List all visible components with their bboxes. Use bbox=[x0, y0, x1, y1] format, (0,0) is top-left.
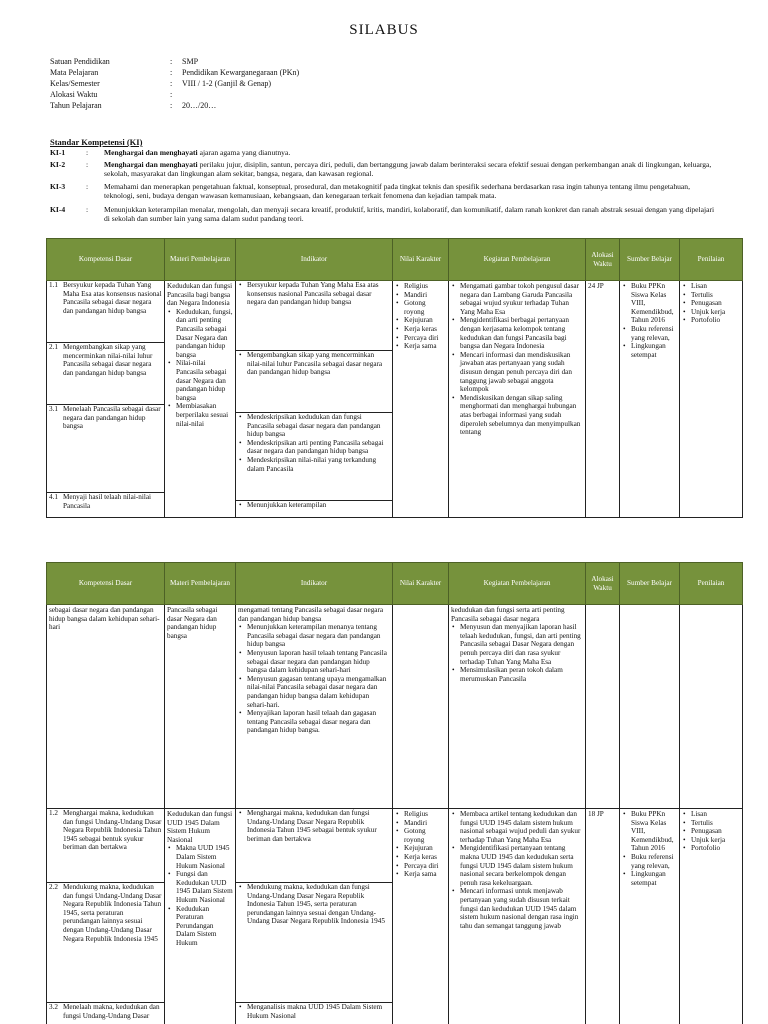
indikator-block bbox=[236, 413, 392, 501]
kegiatan-cell bbox=[449, 809, 586, 1024]
header-cell: Nilai Karakter bbox=[393, 239, 449, 281]
nilai-item: • Percaya diri bbox=[395, 334, 446, 343]
header-cell: Kegiatan Pembelajaran bbox=[449, 563, 586, 605]
nilai-item: • Kerja keras bbox=[395, 853, 446, 862]
header-cell: Kompetensi Dasar bbox=[47, 239, 165, 281]
ki-colon: : bbox=[86, 148, 89, 157]
materi-intro: Kedudukan dan fungsi UUD 1945 Dalam Sistem Hukum Nasional bbox=[167, 810, 233, 844]
indikator-block bbox=[236, 809, 392, 883]
ki-text bbox=[104, 148, 720, 157]
kd-cell: sebagai dasar negara dan pandangan hidup bangsa dalam kehidupan sehari-hari bbox=[47, 605, 165, 809]
ki-text bbox=[104, 182, 720, 200]
penilaian-cell bbox=[680, 809, 743, 1024]
indikator-item: • Menyajikan laporan hasil telaah dan gagasan tentang Pancasila sebagai dasar negara dan pandangan hidup bangsa. bbox=[238, 709, 390, 735]
header-cell: Penilaian bbox=[680, 239, 743, 281]
nilai-item: • Mandiri bbox=[395, 819, 446, 828]
kegiatan-intro: kedudukan dan fungsi serta arti penting Pancasila sebagai dasar negara bbox=[451, 606, 565, 623]
indikator-cell bbox=[236, 605, 393, 809]
indikator-item: • Menganalisis makna UUD 1945 Dalam Sistem Hukum Nasional bbox=[238, 1003, 390, 1020]
kd-block bbox=[47, 1003, 164, 1024]
sumber-item: • Buku referensi yang relevan, bbox=[622, 325, 677, 342]
penilaian-item: • Penugasan bbox=[682, 827, 740, 836]
indikator-item: • Menunjukkan keterampilan bbox=[238, 501, 390, 510]
kd-number: 4.1 bbox=[49, 493, 58, 501]
materi-cell bbox=[165, 809, 236, 1024]
ki-code: KI-1 bbox=[50, 148, 66, 157]
ki-colon: : bbox=[86, 182, 89, 191]
ki-colon: : bbox=[86, 160, 89, 169]
penilaian-item: • Penugasan bbox=[682, 299, 740, 308]
penilaian-item: • Lisan bbox=[682, 282, 740, 291]
identity-row bbox=[50, 78, 299, 89]
sumber-item: • Buku PPKn Siswa Kelas VIII, Kemendikbud, Tahun 2016 bbox=[622, 282, 677, 325]
indikator-cell bbox=[236, 281, 393, 518]
penilaian-item: • Portofolio bbox=[682, 844, 740, 853]
kd-number: 2.2 bbox=[49, 883, 58, 891]
ki-description: Memahami dan menerapkan pengetahuan faktual, konseptual, prosedural, dan metakognitif pada tingkat teknis dan spesifik sederhana berdasarkan rasa ingin tahunya tentang ilmu pengetahuan, teknologi, seni, budaya dengan wawasan kemanusiaan, kebangsaan, dan kenegaraan terkait fenomena dan kejadian tampak mata. bbox=[104, 182, 690, 200]
nilai-cell bbox=[393, 281, 449, 518]
table-header-row bbox=[47, 239, 743, 281]
document-title: SILABUS bbox=[349, 22, 419, 38]
identity-colon: : bbox=[170, 79, 173, 88]
identity-value: SMP bbox=[182, 57, 199, 66]
kd-text: Menelaah Pancasila sebagai dasar negara dan pandangan hidup bangsa bbox=[63, 405, 161, 431]
kd-block bbox=[47, 809, 164, 883]
ki-heading: Standar Kompetensi (KI) bbox=[50, 137, 143, 147]
sumber-cell bbox=[620, 605, 680, 809]
nilai-cell bbox=[393, 605, 449, 809]
identity-colon: : bbox=[170, 68, 173, 77]
kegiatan-item: • Mendiskusikan dengan sikap saling menghormati dan menghargai hubungan atas berbagai informasi yang sudah diperoleh sebelumnya dan menyimpulkan tentang bbox=[451, 394, 583, 437]
kd-block bbox=[47, 493, 164, 517]
penilaian-item: • Tertulis bbox=[682, 291, 740, 300]
indikator-block bbox=[236, 351, 392, 413]
indikator-item: • Bersyukur kepada Tuhan Yang Maha Esa atas konsensus nasional Pancasila sebagai dasar negara dan pandangan hidup bangsa bbox=[238, 281, 390, 307]
identity-value: Pendidikan Kewarganegaraan (PKn) bbox=[182, 68, 300, 77]
ki-description: ajaran agama yang dianutnya. bbox=[197, 148, 291, 157]
nilai-item: • Gotong royong bbox=[395, 299, 446, 316]
identity-row bbox=[50, 67, 299, 78]
kegiatan-item: • Mengidentifikasi pertanyaan tentang makna UUD 1945 dan kedudukan serta fungsi UUD 1945 dalam sistem hukum nasional secara berkelompok dengan penuh rasa kekeluargaan. bbox=[451, 844, 583, 887]
kegiatan-item: • Mencari informasi dan mendiskusikan jawaban atas pertanyaan yang sudah disusun dengan penuh percaya diri dan tanggung jawab sebagai anggota kelompok bbox=[451, 351, 583, 394]
kd-number: 1.2 bbox=[49, 809, 58, 817]
materi-intro: Kedudukan dan fungsi Pancasila bagi bangsa dan Negara Indonesia bbox=[167, 282, 233, 308]
nilai-item: • Kerja sama bbox=[395, 870, 446, 879]
nilai-item: • Percaya diri bbox=[395, 862, 446, 871]
kd-text: Mendukung makna, kedudukan dan fungsi Undang-Undang Dasar Negara Republik Indonesia Tahun 1945, serta peraturan perundangan lainnya sesuai dengan Undang-Undang Dasar Negara Republik Indonesia 1945 bbox=[63, 883, 162, 943]
sumber-item: • Buku referensi yang relevan, bbox=[622, 853, 677, 870]
indikator-block bbox=[236, 281, 392, 351]
kd-text: Mengembangkan sikap yang mencerminkan nilai-nilai luhur Pancasila sebagai dasar negara dan pandangan hidup bangsa bbox=[63, 343, 153, 377]
indikator-intro: mengamati tentang Pancasila sebagai dasar negara dan pandangan hidup bangsa bbox=[238, 606, 384, 623]
nilai-item: • Kerja sama bbox=[395, 342, 446, 351]
ki-item bbox=[50, 148, 720, 157]
indikator-list bbox=[238, 883, 390, 926]
alokasi-cell: 18 JP bbox=[586, 809, 620, 1024]
ki-emphasis: Menghargai dan menghayati bbox=[104, 160, 198, 169]
indikator-list bbox=[238, 501, 390, 510]
indikator-block bbox=[236, 1003, 392, 1024]
kegiatan-cell bbox=[449, 605, 586, 809]
syllabus-table-1 bbox=[46, 238, 743, 518]
kd-text: Bersyukur kepada Tuhan Yang Maha Esa atas konsensus nasional Pancasila sebagai dasar negara dan pandangan hidup bangsa bbox=[63, 281, 162, 315]
indikator-list bbox=[238, 281, 390, 307]
indikator-item: • Mendeskripsikan arti penting Pancasila sebagai dasar negara dan pandangan hidup bangsa bbox=[238, 439, 390, 456]
kd-text: Menghargai makna, kedudukan dan fungsi Undang-Undang Dasar Negara Republik Indonesia Tahun 1945 sebagai bentuk syukur beriman dan bertakwa bbox=[63, 809, 162, 852]
table-row bbox=[47, 605, 743, 809]
header-cell: Kegiatan Pembelajaran bbox=[449, 239, 586, 281]
identity-row bbox=[50, 56, 299, 67]
kegiatan-item: • Mengamati gambar tokoh pengusul dasar negara dan Lambang Garuda Pancasila sebagai wujud syukur terhadap Tuhan Yang Maha Esa bbox=[451, 282, 583, 316]
header-cell: Materi Pembelajaran bbox=[165, 239, 236, 281]
nilai-item: • Kejujuran bbox=[395, 316, 446, 325]
indikator-list bbox=[238, 351, 390, 377]
kd-block bbox=[47, 281, 164, 343]
penilaian-item: • Unjuk kerja bbox=[682, 308, 740, 317]
ki-description: perilaku jujur, disiplin, santun, percaya diri, peduli, dan bertanggung jawab dalam berinteraksi secara efektif sesuai dengan perkembangan anak di lingkungan, keluarga, sekolah, masyarakat dan lingkungan alam sekitar, bangsa, negara, dan kawasan regional. bbox=[104, 160, 712, 178]
kd-text: Menelaah makna, kedudukan dan fungsi Undang-Undang Dasar bbox=[63, 1003, 160, 1020]
penilaian-cell bbox=[680, 281, 743, 518]
materi-cell bbox=[165, 281, 236, 518]
ki-item bbox=[50, 182, 720, 200]
kd-text: Menyaji hasil telaah nilai-nilai Pancasila bbox=[63, 493, 152, 510]
indikator-item: • Mendeskripsikan nilai-nilai yang terkandung dalam Pancasila bbox=[238, 456, 390, 473]
kd-number: 1.1 bbox=[49, 281, 58, 289]
header-cell: Nilai Karakter bbox=[393, 563, 449, 605]
penilaian-item: • Lisan bbox=[682, 810, 740, 819]
header-cell: Alokasi Waktu bbox=[586, 239, 620, 281]
materi-cell: Pancasila sebagai dasar Negara dan pandangan hidup bangsa bbox=[165, 605, 236, 809]
indikator-item: • Mengembangkan sikap yang mencerminkan nilai-nilai luhur Pancasila sebagai dasar negara dan pandangan hidup bangsa bbox=[238, 351, 390, 377]
ki-emphasis: Menghargai dan menghayati bbox=[104, 148, 198, 157]
ki-text bbox=[104, 205, 720, 223]
indikator-item: • Mendukung makna, kedudukan dan fungsi Undang-Undang Dasar Negara Republik Indonesia Tahun 1945, serta peraturan perundangan lainnya sesuai dengan Undang-Undang Dasar Negara Republik Indonesia 1945 bbox=[238, 883, 390, 926]
materi-item: • Kedudukan Peraturan Perundangan Dalam Sistem Hukum bbox=[167, 905, 233, 948]
identity-block bbox=[50, 56, 299, 111]
kd-number: 2.1 bbox=[49, 343, 58, 351]
nilai-item: • Kejujuran bbox=[395, 844, 446, 853]
table-row bbox=[47, 281, 743, 518]
kd-block bbox=[47, 405, 164, 493]
nilai-item: • Religius bbox=[395, 810, 446, 819]
materi-item: • Makna UUD 1945 Dalam Sistem Hukum Nasional bbox=[167, 844, 233, 870]
penilaian-item: • Unjuk kerja bbox=[682, 836, 740, 845]
materi-item: • Fungsi dan Kedudukan UUD 1945 Dalam Sistem Hukum Nasional bbox=[167, 870, 233, 904]
nilai-item: • Religius bbox=[395, 282, 446, 291]
ki-code: KI-3 bbox=[50, 182, 66, 191]
penilaian-item: • Tertulis bbox=[682, 819, 740, 828]
kegiatan-item: • Mensimulasikan peran tokoh dalam merumuskan Pancasila bbox=[451, 666, 583, 683]
identity-row bbox=[50, 100, 299, 111]
penilaian-item: • Portofolio bbox=[682, 316, 740, 325]
nilai-item: • Mandiri bbox=[395, 291, 446, 300]
table-header-row bbox=[47, 563, 743, 605]
kegiatan-cell bbox=[449, 281, 586, 518]
indikator-block bbox=[236, 883, 392, 1003]
penilaian-cell bbox=[680, 605, 743, 809]
indikator-item: • Mendeskripsikan kedudukan dan fungsi Pancasila sebagai dasar negara dan pandangan hidup bangsa bbox=[238, 413, 390, 439]
identity-value: 20…/20… bbox=[182, 101, 217, 110]
kd-number: 3.1 bbox=[49, 405, 58, 413]
indikator-list bbox=[238, 809, 390, 843]
kegiatan-item: • Menyusun dan menyajikan laporan hasil telaah kedudukan, fungsi, dan arti penting Pancasila sebagai Dasar Negara dengan penuh percaya diri dan rasa syukur terhadap Tuhan Yang Maha Esa bbox=[451, 623, 583, 666]
indikator-item: • Menunjukkan keterampilan menanya tentang Pancasila sebagai dasar negara dan pandangan hidup bangsa bbox=[238, 623, 390, 649]
indikator-cell bbox=[236, 809, 393, 1024]
identity-key: Kelas/Semester bbox=[50, 79, 100, 88]
ki-item bbox=[50, 160, 720, 178]
sumber-item: • Lingkungan setempat bbox=[622, 342, 677, 359]
indikator-item: • Menghargai makna, kedudukan dan fungsi Undang-Undang Dasar Negara Republik Indonesia Tahun 1945 sebagai bentuk syukur beriman dan bertakwa bbox=[238, 809, 390, 843]
ki-code: KI-4 bbox=[50, 205, 66, 214]
header-cell: Kompetensi Dasar bbox=[47, 563, 165, 605]
indikator-list bbox=[238, 1003, 390, 1020]
indikator-block bbox=[236, 501, 392, 517]
materi-item: • Kedudukan, fungsi, dan arti penting Pancasila sebagai Dasar Negara dan pandangan hidup bangsa bbox=[167, 308, 233, 360]
kegiatan-item: • Membaca artikel tentang kedudukan dan fungsi UUD 1945 dalam sistem hukum nasional sebagai wujud peduli dan syukur terhadap Tuhan Yang Maha Esa bbox=[451, 810, 583, 844]
kd-cell bbox=[47, 281, 165, 518]
sumber-cell bbox=[620, 281, 680, 518]
sumber-item: • Lingkungan setempat bbox=[622, 870, 677, 887]
sumber-cell bbox=[620, 809, 680, 1024]
identity-key: Alokasi Waktu bbox=[50, 90, 98, 99]
nilai-cell bbox=[393, 809, 449, 1024]
syllabus-table-2 bbox=[46, 562, 743, 1024]
identity-key: Satuan Pendidikan bbox=[50, 57, 110, 66]
ki-text bbox=[104, 160, 720, 178]
header-cell: Indikator bbox=[236, 239, 393, 281]
ki-colon: : bbox=[86, 205, 89, 214]
header-cell: Sumber Belajar bbox=[620, 563, 680, 605]
kd-block bbox=[47, 883, 164, 1003]
alokasi-cell: 24 JP bbox=[586, 281, 620, 518]
table-row bbox=[47, 809, 743, 1024]
header-cell: Alokasi Waktu bbox=[586, 563, 620, 605]
nilai-item: • Gotong royong bbox=[395, 827, 446, 844]
ki-code: KI-2 bbox=[50, 160, 66, 169]
header-cell: Sumber Belajar bbox=[620, 239, 680, 281]
kd-cell bbox=[47, 809, 165, 1024]
kd-block bbox=[47, 343, 164, 405]
header-cell: Penilaian bbox=[680, 563, 743, 605]
indikator-list bbox=[238, 413, 390, 473]
sumber-item: • Buku PPKn Siswa Kelas VIII, Kemendikbud, Tahun 2016 bbox=[622, 810, 677, 853]
nilai-item: • Kerja keras bbox=[395, 325, 446, 334]
identity-row bbox=[50, 89, 299, 100]
identity-colon: : bbox=[170, 90, 173, 99]
materi-item: • Nilai-nilai Pancasila sebagai dasar Negara dan pandangan hidup bangsa bbox=[167, 359, 233, 402]
kd-number: 3.2 bbox=[49, 1003, 58, 1011]
indikator-item: • Menyusun laporan hasil telaah tentang Pancasila sebagai dasar negara dan pandangan hidup bangsa dalam kehidupan sehari-hari bbox=[238, 649, 390, 675]
identity-colon: : bbox=[170, 57, 173, 66]
materi-item: • Membiasakan berperilaku sesuai nilai-nilai bbox=[167, 402, 233, 428]
identity-key: Tahun Pelajaran bbox=[50, 101, 102, 110]
ki-description: Menunjukkan keterampilan menalar, mengolah, dan menyaji secara kreatif, produktif, kritis, mandiri, kolaboratif, dan komunikatif, dalam ranah konkret dan ranah abstrak sesuai dengan yang dipelajari di sekolah dan sumber lain yang sama dalam sudut pandang teori. bbox=[104, 205, 715, 223]
header-cell: Materi Pembelajaran bbox=[165, 563, 236, 605]
identity-colon: : bbox=[170, 101, 173, 110]
kegiatan-item: • Mengidentifikasi berbagai pertanyaan dengan kerjasama kelompok tentang kedudukan dan fungsi Pancasila bagi bangsa dan Negara Indonesia bbox=[451, 316, 583, 350]
indikator-item: • Menyusun gagasan tentang upaya mengamalkan nilai-nilai Pancasila sebagai dasar negara dan pandangan hidup bangsa dalam kehidupan sehari-hari. bbox=[238, 675, 390, 709]
identity-key: Mata Pelajaran bbox=[50, 68, 99, 77]
ki-item bbox=[50, 205, 720, 223]
kegiatan-item: • Mencari informasi untuk menjawab pertanyaan yang sudah disusun terkait fungsi dan kedudukan UUD 1945 dalam sistem hukum nasional dengan rasa ingin tahu dan semangat tanggung jawab bbox=[451, 887, 583, 930]
header-cell: Indikator bbox=[236, 563, 393, 605]
alokasi-cell bbox=[586, 605, 620, 809]
identity-value: VIII / 1-2 (Ganjil & Genap) bbox=[182, 79, 272, 88]
